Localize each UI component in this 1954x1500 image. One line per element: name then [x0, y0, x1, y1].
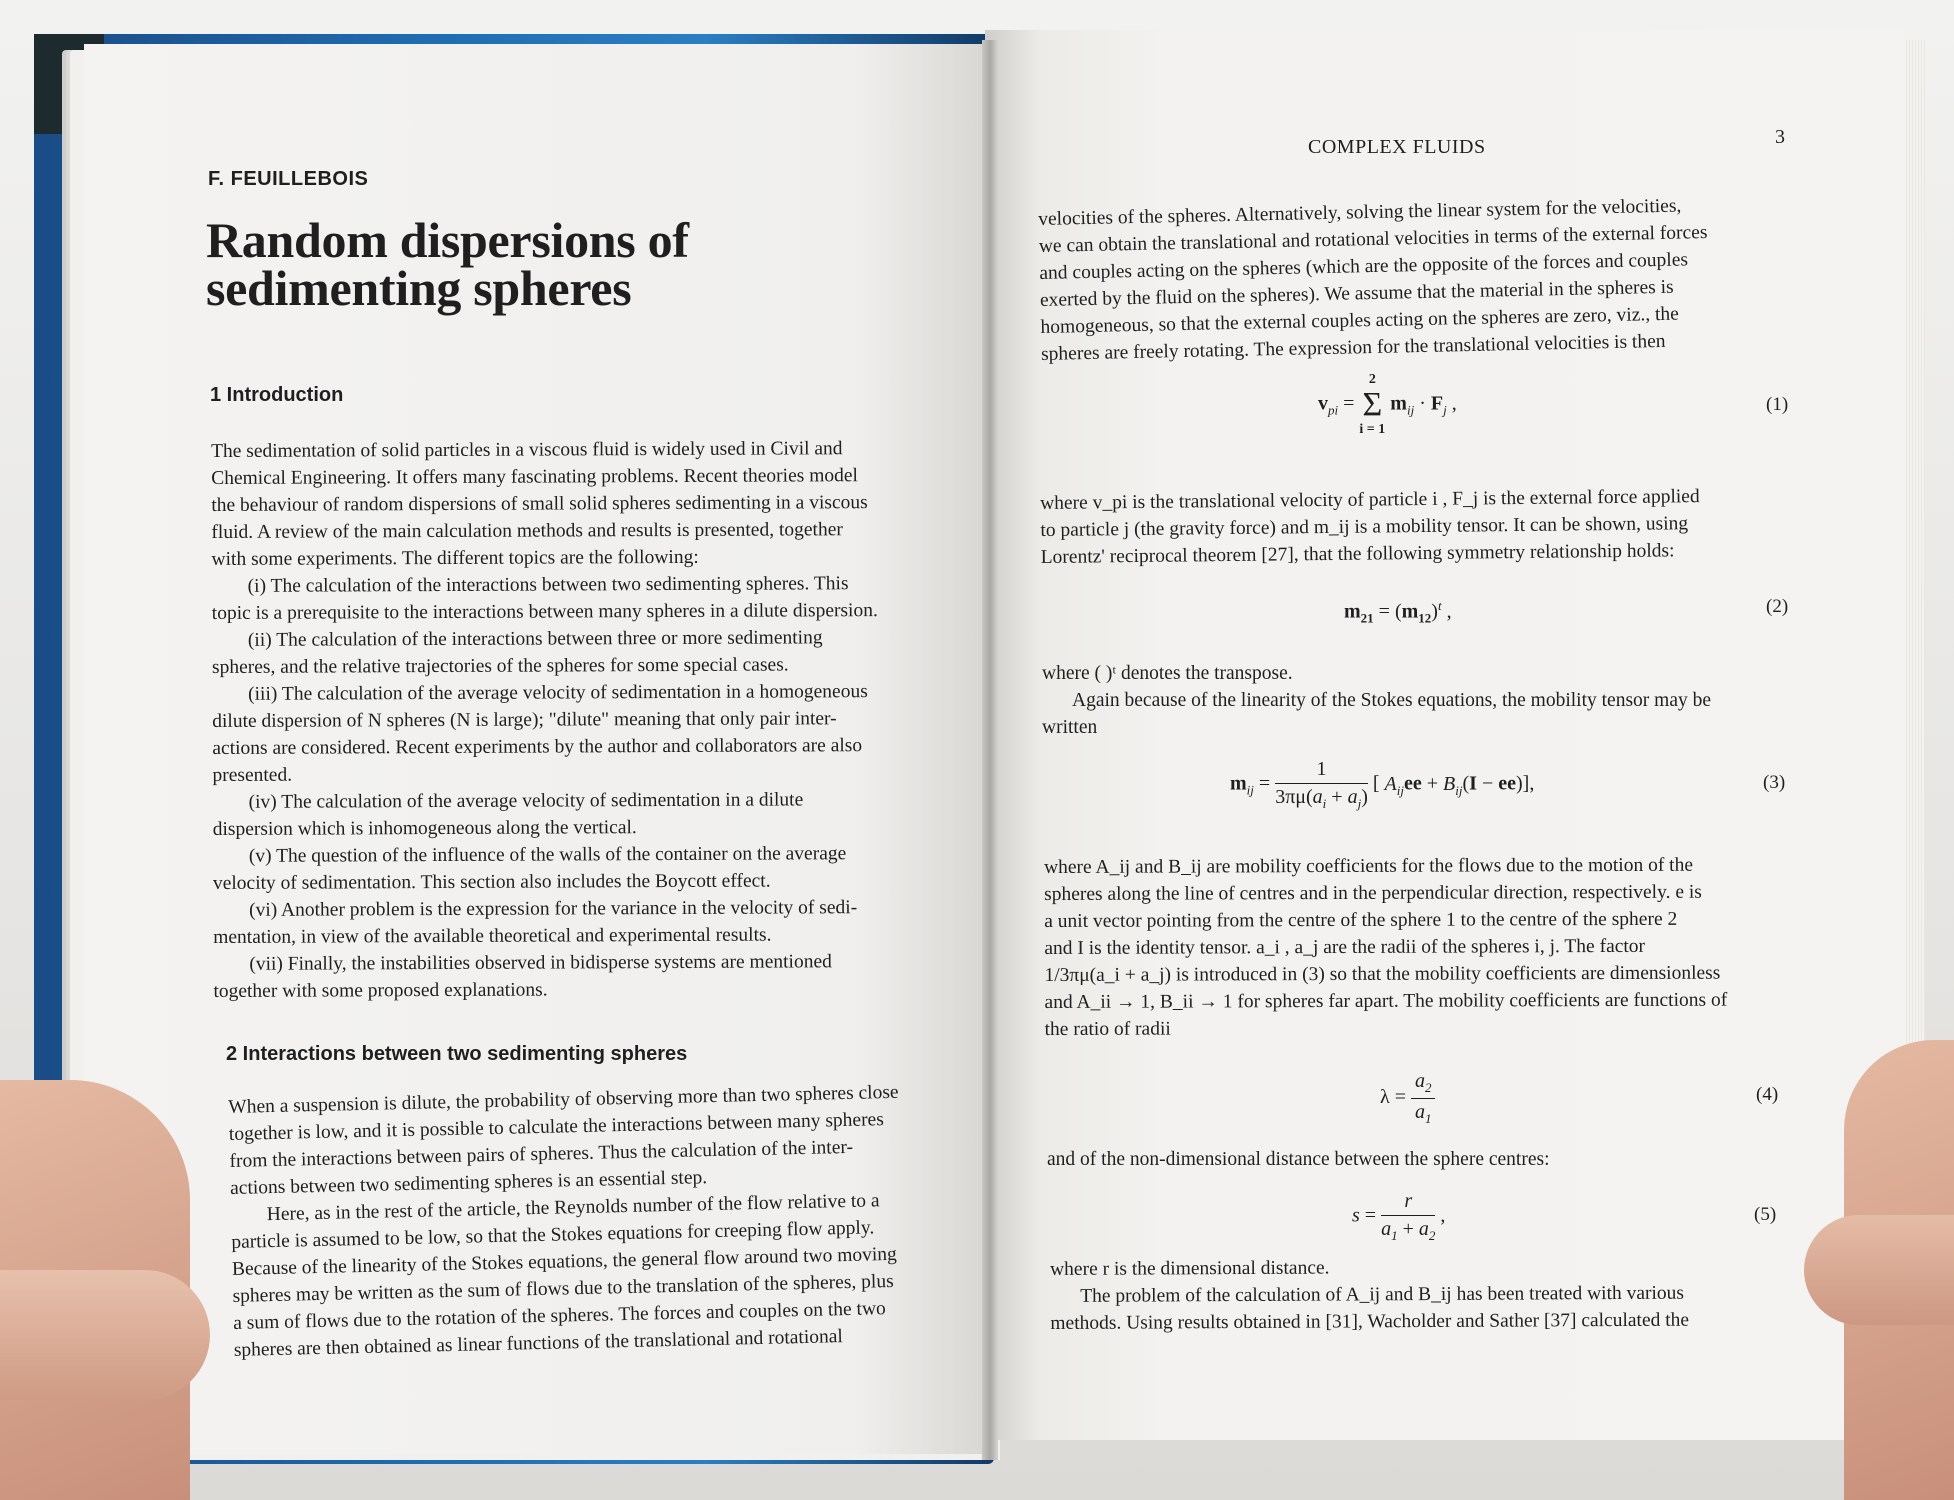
- paragraph-5: [1047, 1146, 1787, 1173]
- text-line: (iii) The calculation of the average velocity of sedimentation in a homogeneous: [248, 681, 868, 705]
- author-name: F. FEUILLEBOIS: [208, 168, 369, 190]
- text-line: When a suspension is dilute, the probability of observing more than two spheres close: [228, 1081, 899, 1118]
- equation-2-number: (2): [1766, 596, 1789, 617]
- text-line: and of the non-dimensional distance between the sphere centres:: [1047, 1149, 1550, 1170]
- title-line: Random dispersions of: [206, 212, 689, 268]
- text-line: the behaviour of random dispersions of small solid spheres sedimenting in a viscous: [211, 492, 868, 516]
- text-line: together with some proposed explanations.: [213, 979, 548, 1002]
- paragraph-1: [1038, 190, 1786, 368]
- text-line: Again because of the linearity of the Stokes equations, the mobility tensor may be: [1072, 690, 1712, 711]
- sum-lower-limit: i = 1: [1359, 422, 1386, 437]
- text-line: a sum of flows due to the rotation of the spheres. The forces and couples on the two: [232, 1298, 887, 1334]
- text-line: we can obtain the translational and rotational velocities in terms of the external forces: [1038, 221, 1708, 257]
- text-line: homogeneous, so that the external couples acting on the spheres are zero, viz., the: [1040, 303, 1680, 338]
- text-line: (iv) The calculation of the average velocity of sedimentation in a dilute: [248, 789, 804, 813]
- text-line: topic is a prerequisite to the interactions between many spheres in a dilute dispersion.: [211, 600, 878, 624]
- title-line: sedimenting spheres: [206, 260, 632, 316]
- text-line: (i) The calculation of the interactions between two sedimenting spheres. This: [247, 573, 849, 597]
- text-line: Here, as in the rest of the article, the Reynolds number of the flow relative to a: [266, 1190, 880, 1226]
- text-line: from the interactions between pairs of spheres. Thus the calculation of the inter-: [229, 1136, 854, 1172]
- text-line: velocity of sedimentation. This section also includes the Boycott effect.: [212, 870, 771, 894]
- section-2-body: [228, 1077, 969, 1364]
- paragraph-3: [1042, 660, 1790, 741]
- text-line: dilute dispersion of N spheres (N is large); "dilute" meaning that only pair inter-: [212, 708, 837, 732]
- section-2-heading: 2 Interactions between two sedimenting spheres: [226, 1043, 688, 1065]
- page-number: 3: [1775, 126, 1785, 148]
- text-line: (vi) Another problem is the expression for the variance in the velocity of sedi-: [249, 897, 858, 921]
- equation-4-number: (4): [1756, 1084, 1779, 1105]
- text-line: presented.: [212, 764, 293, 786]
- text-line: and A_ii → 1, B_ii → 1 for spheres far apart. The mobility coefficients are functions of: [1044, 989, 1728, 1013]
- text-line: spheres are then obtained as linear functions of the translational and rotational: [233, 1326, 844, 1361]
- text-line: where r is the dimensional distance.: [1050, 1257, 1330, 1280]
- text-line: spheres may be written as the sum of flows due to the translation of the spheres, plus: [232, 1270, 894, 1307]
- equation-4: λ = $\frac{a_2}{a_1}$: [1380, 1070, 1435, 1127]
- text-line: The problem of the calculation of A_ij and B_ij has been treated with various: [1080, 1282, 1685, 1307]
- text-line: a unit vector pointing from the centre of the sphere 1 to the centre of the sphere 2: [1044, 908, 1678, 932]
- text-line: with some experiments. The different topics are the following:: [211, 546, 699, 570]
- text-line: where A_ij and B_ij are mobility coefficients for the flows due to the motion of the: [1044, 854, 1694, 878]
- text-line: exerted by the fluid on the spheres). We assume that the material in the spheres is: [1039, 276, 1674, 311]
- equation-1-number: (1): [1766, 394, 1789, 415]
- paragraph-6: [1050, 1252, 1778, 1337]
- text-line: methods. Using results obtained in [31], Wacholder and Sather [37] calculated the: [1050, 1309, 1690, 1334]
- right-thumb: [1804, 1215, 1954, 1325]
- fraction: $\frac{a_2}{a_1}$: [1411, 1070, 1436, 1127]
- fraction-numerator: 1: [1275, 758, 1368, 784]
- left-thumb: [0, 1270, 210, 1400]
- text-line: to particle j (the gravity force) and m_ij is a mobility tensor. It can be shown, using: [1040, 513, 1689, 541]
- text-line: Lorentz' reciprocal theorem [27], that the following symmetry relationship holds:: [1040, 540, 1675, 568]
- summation-symbol: 2 Σ i = 1: [1359, 372, 1386, 437]
- text-line: where v_pi is the translational velocity of particle i , F_j is the external force applied: [1040, 486, 1700, 514]
- equation-5-number: (5): [1754, 1204, 1777, 1225]
- section-1-body: [211, 435, 958, 1005]
- text-line: (vii) Finally, the instabilities observed in bidisperse systems are mentioned: [249, 951, 832, 975]
- text-line: Chemical Engineering. It offers many fascinating problems. Recent theories model: [211, 465, 858, 489]
- text-line: mentation, in view of the available theoretical and experimental results.: [213, 924, 772, 948]
- text-line: dispersion which is inhomogeneous along the vertical.: [212, 817, 637, 840]
- fraction: $\frac{1}{3\pi\mu(a_i + a_j)}$: [1275, 758, 1368, 811]
- text-line: Because of the linearity of the Stokes equations, the general flow around two moving: [231, 1243, 898, 1280]
- text-line: spheres along the line of centres and in the perpendicular direction, respectively. e is: [1044, 881, 1702, 905]
- equation-3-number: (3): [1763, 772, 1786, 793]
- text-line: spheres, and the relative trajectories of the spheres for some special cases.: [211, 654, 789, 678]
- text-line: fluid. A review of the main calculation methods and results is presented, together: [211, 519, 843, 543]
- section-1-heading: 1 Introduction: [210, 384, 344, 406]
- text-line: and couples acting on the spheres (which are the opposite of the forces and couples: [1039, 249, 1689, 284]
- equation-2: $m_{21} = (m_{12})^t$ ,: [1344, 598, 1452, 626]
- text-line: the ratio of radii: [1044, 1018, 1171, 1040]
- equation-1: $v_{pi}$ = 2 Σ i = 1 $m_{ij} \cdot F_j$ ,: [1318, 372, 1457, 437]
- text-line: velocities of the spheres. Alternatively, solving the linear system for the velocities,: [1038, 195, 1682, 230]
- text-line: The sedimentation of solid particles in a viscous fluid is widely used in Civil and: [211, 438, 843, 462]
- paragraph-2: [1040, 482, 1789, 571]
- text-line: actions are considered. Recent experiments by the author and collaborators are also: [212, 735, 863, 759]
- text-line: together is low, and it is possible to calculate the interactions between many spheres: [228, 1109, 885, 1145]
- equation-3: $m_{ij}$ = $\frac{1}{3\pi\mu(a_i + a_j)}$ [ $A_{ij}ee + B_{ij}(I - ee)$],: [1230, 758, 1535, 811]
- text-line: (ii) The calculation of the interactions between three or more sedimenting: [247, 627, 823, 651]
- text-line: (v) The question of the influence of the walls of the container on the average: [248, 843, 847, 867]
- text-line: where ( )ᵗ denotes the transpose.: [1042, 663, 1293, 684]
- text-line: particle is assumed to be low, so that the Stokes equations for creeping flow apply.: [231, 1217, 875, 1253]
- equation-5: s = $\frac{r}{a_1 + a_2}$ ,: [1352, 1190, 1446, 1243]
- text-line: and I is the identity tensor. a_i , a_j are the radii of the spheres i, j. The factor: [1044, 935, 1646, 959]
- sum-upper-limit: 2: [1368, 372, 1376, 387]
- text-line: 1/3πμ(a_i + a_j) is introduced in (3) so that the mobility coefficients are dimensionless: [1044, 962, 1721, 986]
- text-line: spheres are freely rotating. The expression for the translational velocities is then: [1040, 330, 1666, 365]
- article-title: [206, 212, 689, 316]
- paragraph-4: [1044, 851, 1785, 1043]
- book-gutter: [982, 40, 998, 1460]
- text-line: written: [1042, 717, 1098, 738]
- running-header: COMPLEX FLUIDS: [1308, 136, 1486, 158]
- fraction: $\frac{r}{a_1 + a_2}$: [1381, 1190, 1436, 1243]
- text-line: actions between two sedimenting spheres is an essential step.: [229, 1167, 708, 1199]
